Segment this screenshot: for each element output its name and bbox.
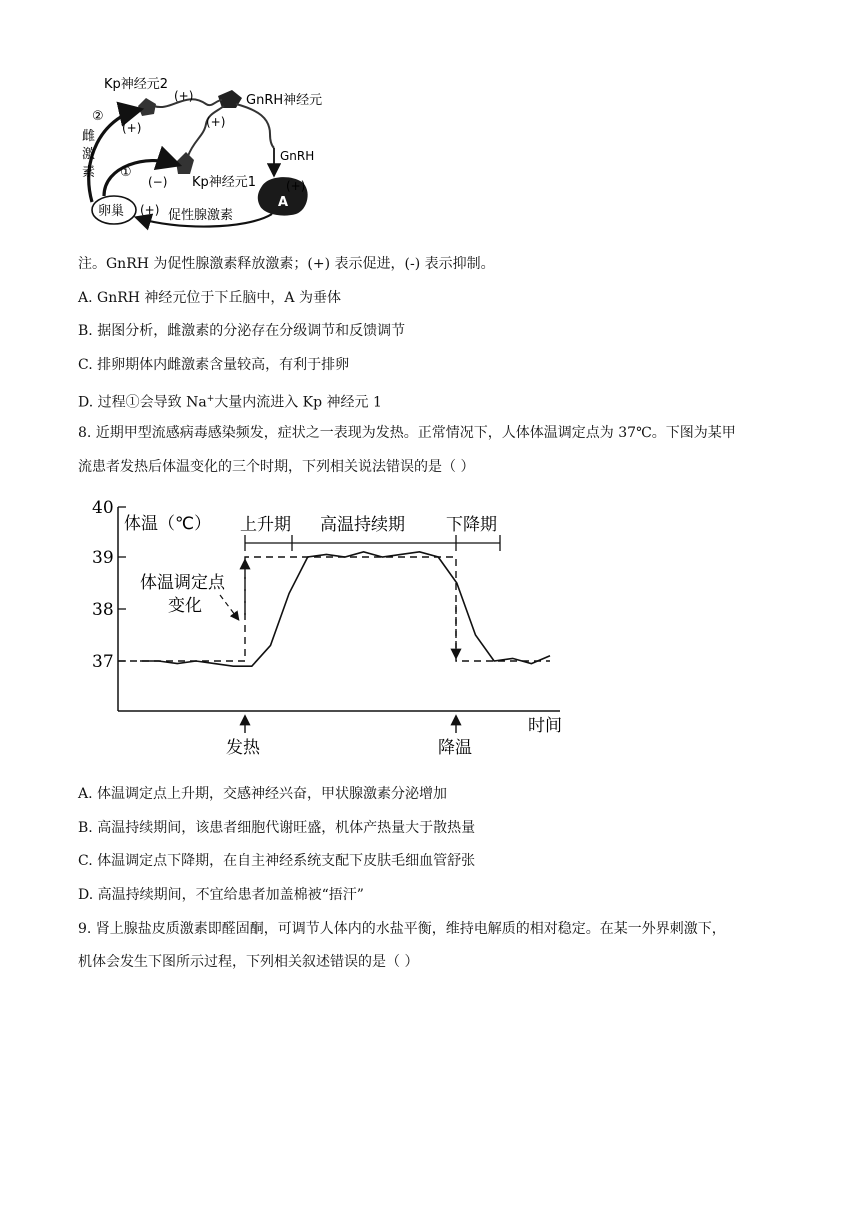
q9-stem-line1: 9. 肾上腺盐皮质激素即醛固酮，可调节人体内的水盐平衡，维持电解质的相对稳定。在某一外界刺激下， [78, 921, 726, 937]
plus-kp2: (+) [122, 121, 142, 135]
period-high: 高温持续期 [320, 515, 405, 535]
q8-option-b: B. 高温持续期间，该患者细胞代谢旺盛，机体产热量大于散热量 [78, 820, 476, 836]
estrogen-char-2: 激 [82, 147, 96, 162]
a-label: A [278, 195, 289, 210]
ovary-label: 卵巢 [98, 204, 125, 219]
q8-option-a: A. 体温调定点上升期，交感神经兴奋，甲状腺激素分泌增加 [78, 786, 448, 802]
y-tick-label: 38 [92, 600, 114, 620]
q8-option-c: C. 体温调定点下降期，在自主神经系统支配下皮肤毛细血管舒张 [78, 853, 476, 869]
q8-stem-line2: 流患者发热后体温变化的三个时期，下列相关说法错误的是（ ） [78, 459, 475, 475]
minus-kp1: (−) [148, 175, 168, 189]
y-tick-label: 37 [92, 652, 114, 672]
circle-2: ② [92, 109, 104, 124]
kp2-label: Kp神经元2 [104, 77, 169, 92]
period-fall: 下降期 [446, 515, 497, 535]
hormone-diagram [76, 70, 366, 235]
period-rise: 上升期 [240, 515, 291, 535]
event-fever: 发热 [226, 738, 260, 758]
plus-kp1-gnrh: (+) [206, 115, 226, 129]
circle-1: ① [120, 165, 132, 180]
gnrh-axon [236, 104, 274, 148]
q7-option-c: C. 排卵期体内雌激素含量较高，有利于排卵 [78, 357, 350, 373]
kp-neuron-2 [138, 98, 156, 116]
plus-kp2-gnrh: (+) [174, 89, 194, 103]
q7-option-b: B. 据图分析，雌激素的分泌存在分级调节和反馈调节 [78, 323, 406, 339]
q8-stem-line1: 8. 近期甲型流感病毒感染频发，症状之一表现为发热。正常情况下，人体体温调定点为 37℃。下图为某甲 [78, 425, 736, 441]
annotation-line-2: 变化 [168, 596, 202, 616]
estrogen-char-3: 素 [82, 165, 96, 180]
gonadotropin-label: 促性腺激素 [168, 208, 234, 223]
gnrh-neuron-label: GnRH神经元 [246, 93, 323, 108]
ovary-plus: (+) [140, 203, 160, 217]
kp-neuron-1 [176, 152, 194, 174]
q7-option-d: D. 过程①会导致 Na+大量内流进入 Kp 神经元 1 [78, 394, 382, 411]
q8-option-d: D. 高温持续期间，不宜给患者加盖棉被“捂汗” [78, 887, 364, 903]
annotation-arrow [220, 595, 238, 619]
kp1-axon [188, 106, 224, 156]
y-axis-label: 体温（℃） [124, 514, 212, 534]
x-axis-label: 时间 [528, 716, 562, 736]
event-cooling: 降温 [438, 738, 472, 758]
annotation-line-1: 体温调定点 [140, 573, 225, 593]
q7-option-a: A. GnRH 神经元位于下丘脑中，A 为垂体 [78, 290, 341, 306]
y-tick-label: 39 [92, 548, 114, 568]
diagram-note: 注。GnRH 为促性腺激素释放激素；(+) 表示促进，(-) 表示抑制。 [78, 256, 495, 272]
y-tick-label: 40 [92, 498, 114, 518]
kp1-label: Kp神经元1 [192, 175, 257, 190]
plus-a: (+) [286, 179, 306, 193]
estrogen-char-1: 雌 [82, 129, 96, 144]
gnrh-label: GnRH [280, 149, 315, 163]
temperature-chart [80, 495, 580, 765]
q9-stem-line2: 机体会发生下图所示过程，下列相关叙述错误的是（ ） [78, 954, 419, 970]
